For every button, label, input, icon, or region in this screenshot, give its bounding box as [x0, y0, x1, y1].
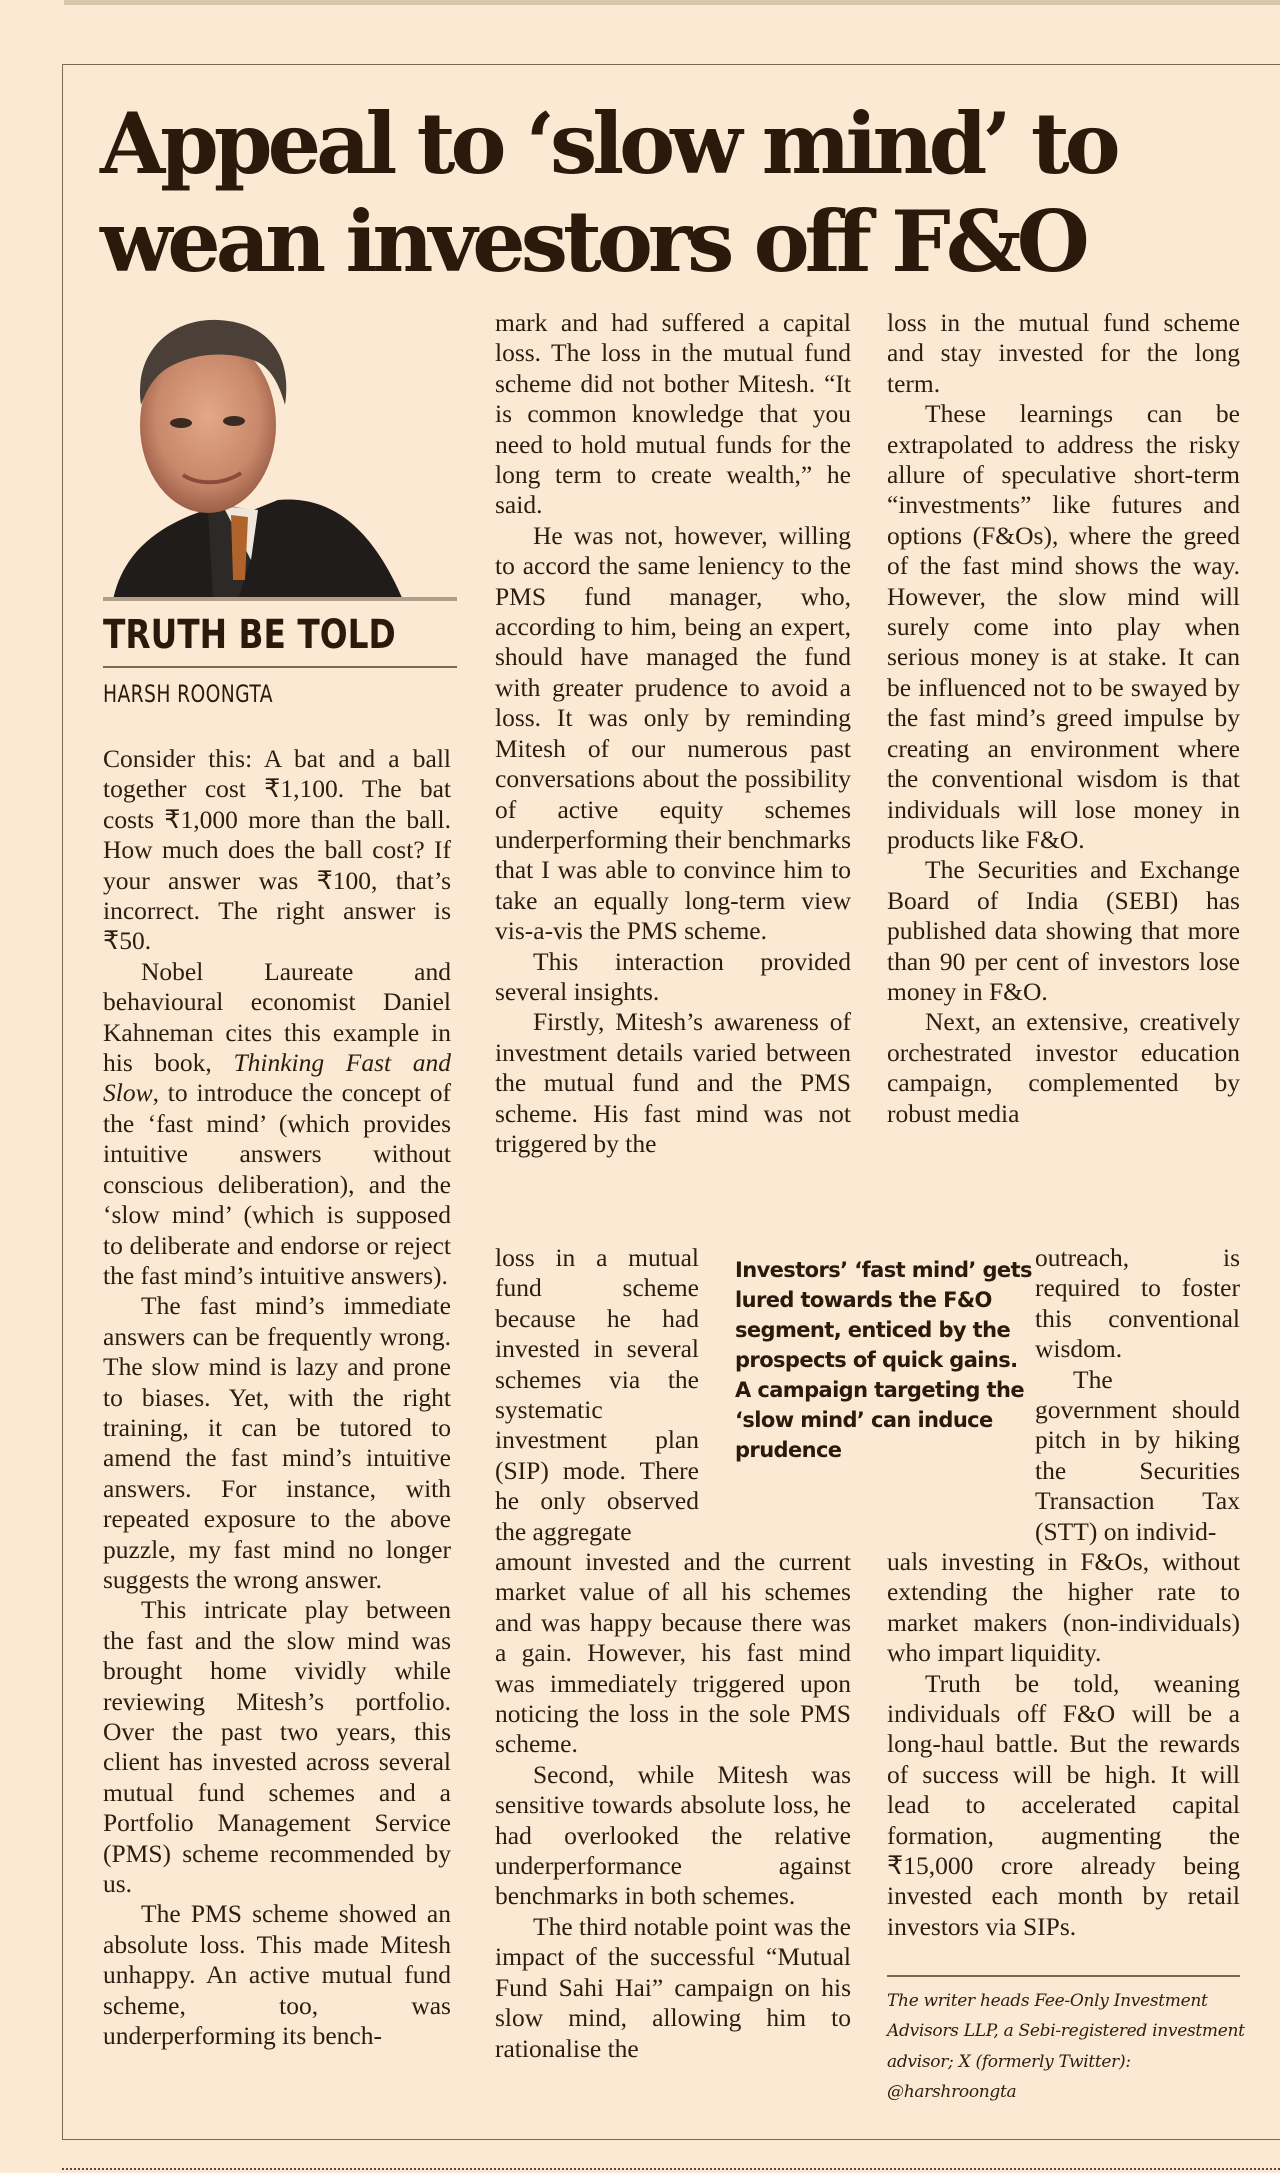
paragraph: The third notable point was the impact of the successful “Mutual Fund Sahi Hai” campaign on his slow mind, allowing him to rationalise the [495, 1911, 851, 2063]
column-3-narrow [1035, 1243, 1240, 1547]
paragraph: He was not, however, willing to accord the same leniency to the PMS fund manager, who, according to him, being an expert, should have managed the fund with greater prudence to avoid a loss. It was only by reminding Mitesh of our numerous past conversations about the possibility of active equity schemes underperforming their benchmarks that I was able to convince him to take an equally long-term view vis-a-vis the PMS scheme. [495, 520, 851, 946]
paragraph: The fast mind’s immediate answers can be frequently wrong. The slow mind is lazy and prone to biases. Yet, with the right training, it can be tutored to amend the fast mind’s intuitive answers. For instance, with repeated exposure to the above puzzle, my fast mind no longer suggests the wrong answer. [103, 1291, 451, 1594]
text-run: Nobel Laureate and behavioural economist Daniel Kahneman cites this example in his book, [103, 956, 451, 1078]
paragraph: The government should pitch in by hiking the Securities Transaction Tax (STT) on individ- [1035, 1364, 1240, 1546]
paragraph: Truth be told, weaning individuals off F&O will be a long-haul battle. But the rewards of success will be high. It will lead to accelerated capital formation, augmenting the ₹15,000 crore already being invested each month by retail investors via SIPs. [887, 1668, 1240, 1941]
paragraph: outreach, is required to foster this conventional wisdom. [1035, 1243, 1240, 1364]
paragraph: Firstly, Mitesh’s awareness of investment details varied between the mutual fund and the PMS scheme. His fast mind was not triggered by the [495, 1007, 851, 1158]
column-1 [103, 744, 451, 2051]
column-2-bottom [495, 1547, 851, 2064]
page-divider [62, 2168, 1280, 2170]
photo-rule [103, 597, 457, 601]
pull-quote: Investors’ ‘fast mind’ gets lured towards the F&O segment, enticed by the prospects of quick gains. A campaign targeting the ‘slow mind’ can induce prudence [735, 1258, 1032, 1462]
paragraph: amount invested and the current market value of all his schemes and was happy because there was a gain. However, his fast mind was immediately triggered upon noticing the loss in the sole PMS scheme. [495, 1547, 851, 1759]
author-byline: HARSH ROONGTA [103, 680, 273, 708]
column-3-top [887, 308, 1240, 1129]
paragraph: These learnings can be extrapolated to address the risky allure of speculative short-term “investments” like futures and options (F&Os), where the greed of the fast mind shows the way. However, the slow mind will surely come into play when serious money is at stake. It can be influenced not to be swayed by the fast mind’s greed impulse by creating an environment where the conventional wisdom is that individuals will lose money in products like F&O. [887, 399, 1240, 854]
book-title: Thinking Fast and Slow [103, 1048, 451, 1108]
paragraph: uals investing in F&Os, without extending the higher rate to market makers (non-individuals) who impart liquidity. [887, 1547, 1240, 1668]
column-name: TRUTH BE TOLD [103, 612, 396, 658]
paragraph: loss in the mutual fund scheme and stay invested for the long term. [887, 308, 1240, 398]
paragraph: This interaction provided several insights. [495, 946, 851, 1006]
paragraph: mark and had suffered a capital loss. The loss in the mutual fund scheme did not bother Mitesh. “It is common knowledge that you need to hold mutual funds for the long term to create wealth,” he said. [495, 308, 851, 520]
paragraph: Next, an extensive, creatively orchestrated investor education campaign, complemented by robust media [887, 1007, 1240, 1128]
author-bio: The writer heads Fee-Only Investment Advisors LLP, a Sebi-registered investment advisor; X (formerly Twitter): @harshroongta [887, 1991, 1245, 2103]
paragraph: This intricate play between the fast and the slow mind was brought home vividly while reviewing Mitesh’s portfolio. Over the past two years, this client has invested across several mutual fund schemes and a Portfolio Management Service (PMS) scheme recommended by us. [103, 1595, 451, 1899]
author-photo [103, 310, 423, 600]
byline-rule [103, 666, 457, 668]
column-3-bottom [887, 1547, 1240, 1942]
paragraph: The Securities and Exchange Board of India (SEBI) has published data showing that more than 90 per cent of investors lose money in F&O. [887, 855, 1240, 1006]
top-bar [64, 0, 1280, 5]
paragraph: Consider this: A bat and a ball together cost ₹1,100. The bat costs ₹1,000 more than the ball. How much does the ball cost? If your answer was ₹100, that’s incorrect. The right answer is ₹50. [103, 744, 451, 956]
paragraph: Second, while Mitesh was sensitive towards absolute loss, he had overlooked the relative underperformance against benchmarks in both schemes. [495, 1759, 851, 1911]
column-2-top [495, 308, 851, 1159]
paragraph [103, 957, 451, 1291]
paragraph: loss in a mutual fund scheme because he had invested in several schemes via the systematic investment plan (SIP) mode. There he only observed the aggregate [495, 1243, 699, 1546]
paragraph: The PMS scheme showed an absolute loss. This made Mitesh unhappy. An active mutual fund scheme, too, was underperforming its bench- [103, 1899, 451, 2051]
column-2-narrow [495, 1243, 699, 1547]
text-run: , to introduce the concept of the ‘fast mind’ (which provides intuitive answers without conscious deliberation), and the ‘slow mind’ (which is supposed to deliberate and endorse or reject the fast mind’s intuitive answers). [103, 1078, 451, 1290]
headline: Appeal to ‘slow mind’ to wean investors off F&O [100, 94, 1116, 291]
bio-rule [887, 1975, 1240, 1977]
